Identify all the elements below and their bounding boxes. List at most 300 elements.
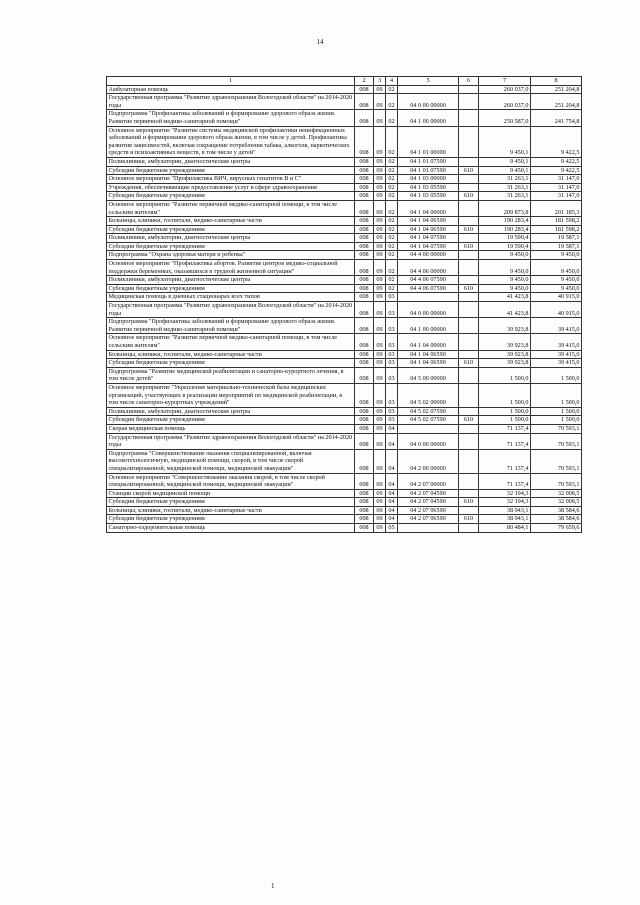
table-row: [107, 515, 582, 524]
target-article-code: 04 1 00 00000: [398, 318, 459, 334]
target-article-code: 04 2 07 00000: [398, 473, 459, 489]
section-code: 09: [374, 424, 386, 433]
expense-type-code: [459, 217, 479, 226]
amount-year-2: 38 584,6: [531, 506, 582, 515]
section-code: 09: [374, 251, 386, 260]
subsection-code: 03: [386, 318, 398, 334]
row-name: Подпрограмма "Развитие медицинской реабилитации и санаторно-курортного лечения, в том числе детей": [107, 367, 355, 383]
expense-type-code: [459, 234, 479, 243]
subsection-code: 02: [386, 200, 398, 216]
amount-year-2: 19 587,1: [531, 234, 582, 243]
section-code: 09: [374, 367, 386, 383]
table-row: [107, 166, 582, 175]
expense-type-code: [459, 524, 479, 533]
row-name: Больницы, клиники, госпитали, медико-санитарные части: [107, 217, 355, 226]
amount-year-2: 40 915,0: [531, 302, 582, 318]
expense-type-code: [459, 433, 479, 449]
ministry-code: 008: [355, 473, 374, 489]
ministry-code: 008: [355, 234, 374, 243]
target-article-code: [398, 85, 459, 94]
amount-year-2: 9 450,0: [531, 260, 582, 276]
section-code: 09: [374, 200, 386, 216]
ministry-code: 008: [355, 166, 374, 175]
amount-year-1: 41 423,8: [479, 293, 531, 302]
table-row: [107, 473, 582, 489]
amount-year-2: 251 204,8: [531, 85, 582, 94]
ministry-code: 008: [355, 242, 374, 251]
target-article-code: 04 5 00 00000: [398, 367, 459, 383]
amount-year-1: 1 500,0: [479, 367, 531, 383]
table-row: [107, 85, 582, 94]
table-row: [107, 234, 582, 243]
ministry-code: 008: [355, 407, 374, 416]
amount-year-1: 32 194,3: [479, 489, 531, 498]
amount-year-2: 32 008,5: [531, 489, 582, 498]
section-code: 09: [374, 126, 386, 157]
column-header: 4: [386, 77, 398, 86]
expense-type-code: [459, 126, 479, 157]
section-code: 09: [374, 260, 386, 276]
section-code: 09: [374, 85, 386, 94]
amount-year-1: 31 263,1: [479, 192, 531, 201]
subsection-code: 05: [386, 524, 398, 533]
row-name: Учреждения, обеспечивающие предоставление услуг в сфере здравоохранения: [107, 183, 355, 192]
table-row: [107, 94, 582, 110]
ministry-code: 008: [355, 175, 374, 184]
amount-year-1: 71 137,4: [479, 424, 531, 433]
target-article-code: 04 5 02 00000: [398, 383, 459, 407]
subsection-code: 02: [386, 175, 398, 184]
section-code: 09: [374, 416, 386, 425]
target-article-code: 04 1 03 00000: [398, 175, 459, 184]
expense-type-code: [459, 175, 479, 184]
amount-year-2: 1 500,0: [531, 383, 582, 407]
amount-year-1: 39 923,8: [479, 334, 531, 350]
table-row: [107, 217, 582, 226]
section-code: 09: [374, 498, 386, 507]
expense-type-code: [459, 85, 479, 94]
table-row: [107, 449, 582, 473]
section-code: 09: [374, 284, 386, 293]
amount-year-2: 1 500,0: [531, 407, 582, 416]
amount-year-2: 9 422,5: [531, 166, 582, 175]
expense-type-code: [459, 383, 479, 407]
table-row: [107, 302, 582, 318]
amount-year-1: 190 283,4: [479, 217, 531, 226]
column-header: 6: [459, 77, 479, 86]
section-code: 09: [374, 449, 386, 473]
target-article-code: 04 1 04 00000: [398, 334, 459, 350]
row-name: Субсидии бюджетным учреждениям: [107, 284, 355, 293]
expense-type-code: 610: [459, 498, 479, 507]
amount-year-2: 39 415,0: [531, 350, 582, 359]
table-row: [107, 251, 582, 260]
amount-year-1: 39 923,8: [479, 318, 531, 334]
row-name: Субсидии бюджетным учреждениям: [107, 498, 355, 507]
section-code: 09: [374, 359, 386, 368]
section-code: 09: [374, 302, 386, 318]
ministry-code: 008: [355, 318, 374, 334]
subsection-code: 02: [386, 192, 398, 201]
table-body: [107, 77, 582, 533]
section-code: 09: [374, 350, 386, 359]
section-code: 09: [374, 94, 386, 110]
amount-year-1: 38 943,1: [479, 515, 531, 524]
amount-year-1: 38 943,1: [479, 506, 531, 515]
page-number: 14: [316, 38, 324, 46]
amount-year-1: 209 873,8: [479, 200, 531, 216]
expense-type-code: [459, 449, 479, 473]
amount-year-1: 39 923,8: [479, 359, 531, 368]
subsection-code: 04: [386, 506, 398, 515]
expense-type-code: 610: [459, 192, 479, 201]
amount-year-2: 1 500,0: [531, 367, 582, 383]
subsection-code: 03: [386, 359, 398, 368]
table-row: [107, 225, 582, 234]
expense-type-code: 610: [459, 359, 479, 368]
target-article-code: 04 1 04 06590: [398, 350, 459, 359]
expense-type-code: 610: [459, 284, 479, 293]
expense-type-code: [459, 251, 479, 260]
table-row: [107, 416, 582, 425]
expense-type-code: [459, 424, 479, 433]
amount-year-2: 181 598,2: [531, 217, 582, 226]
section-code: 09: [374, 276, 386, 285]
expense-type-code: 610: [459, 225, 479, 234]
ministry-code: 008: [355, 284, 374, 293]
subsection-code: 02: [386, 225, 398, 234]
target-article-code: 04 1 04 07590: [398, 242, 459, 251]
amount-year-1: 41 423,8: [479, 302, 531, 318]
table-row: [107, 524, 582, 533]
table-row: [107, 359, 582, 368]
expense-type-code: [459, 293, 479, 302]
row-name: Санаторно-оздоровительная помощь: [107, 524, 355, 533]
table-row: [107, 276, 582, 285]
expense-type-code: [459, 260, 479, 276]
expense-type-code: 610: [459, 416, 479, 425]
section-code: 09: [374, 334, 386, 350]
subsection-code: 03: [386, 293, 398, 302]
ministry-code: 008: [355, 506, 374, 515]
table-row: [107, 498, 582, 507]
section-code: 09: [374, 407, 386, 416]
column-header: 3: [374, 77, 386, 86]
row-name: Подпрограмма "Профилактика заболеваний и формирование здорового образа жизни. Развитие первичной медико-санитарной помощи": [107, 318, 355, 334]
ministry-code: 008: [355, 489, 374, 498]
amount-year-1: 260 037,0: [479, 94, 531, 110]
target-article-code: 04 2 07 06590: [398, 506, 459, 515]
ministry-code: 008: [355, 183, 374, 192]
ministry-code: 008: [355, 498, 374, 507]
row-name: Основное мероприятие "Развитие системы медицинской профилактики неинфекционных заболеваний и формирования здорового образа жизни, в том числе у детей. Профилактика развития зависимостей, включая сокращение потребления табака, алкоголя, наркотических средств и психоактивных веществ, в том числе у детей": [107, 126, 355, 157]
row-name: Больницы, клиники, госпитали, медико-санитарные части: [107, 350, 355, 359]
table-row: [107, 200, 582, 216]
amount-year-1: 9 450,0: [479, 251, 531, 260]
subsection-code: 02: [386, 126, 398, 157]
ministry-code: 008: [355, 293, 374, 302]
amount-year-1: 1 500,0: [479, 383, 531, 407]
ministry-code: 008: [355, 276, 374, 285]
ministry-code: 008: [355, 449, 374, 473]
ministry-code: 008: [355, 85, 374, 94]
subsection-code: 02: [386, 260, 398, 276]
table-row: [107, 183, 582, 192]
amount-year-2: 70 593,1: [531, 424, 582, 433]
row-name: Больницы, клиники, госпитали, медико-санитарные части: [107, 506, 355, 515]
ministry-code: 008: [355, 94, 374, 110]
target-article-code: 04 1 04 07590: [398, 234, 459, 243]
column-header: 2: [355, 77, 374, 86]
target-article-code: 04 2 07 04590: [398, 498, 459, 507]
row-name: Субсидии бюджетным учреждениям: [107, 242, 355, 251]
target-article-code: 04 2 07 06590: [398, 515, 459, 524]
target-article-code: 04 0 00 00000: [398, 302, 459, 318]
table-row: [107, 334, 582, 350]
ministry-code: 008: [355, 433, 374, 449]
target-article-code: 04 0 00 00000: [398, 94, 459, 110]
subsection-code: 03: [386, 367, 398, 383]
ministry-code: 008: [355, 350, 374, 359]
expense-type-code: [459, 94, 479, 110]
table-row: [107, 110, 582, 126]
section-code: 09: [374, 110, 386, 126]
amount-year-2: 1 500,0: [531, 416, 582, 425]
target-article-code: 04 1 03 05590: [398, 183, 459, 192]
subsection-code: 03: [386, 302, 398, 318]
amount-year-1: 9 450,1: [479, 157, 531, 166]
expense-type-code: 610: [459, 242, 479, 251]
target-article-code: 04 1 04 06590: [398, 217, 459, 226]
section-code: 09: [374, 506, 386, 515]
row-name: Государственная программа "Развитие здравоохранения Вологодской области" на 2014-2020 годы: [107, 302, 355, 318]
row-name: Государственная программа "Развитие здравоохранения Вологодской области" на 2014-2020 годы: [107, 94, 355, 110]
ministry-code: 008: [355, 524, 374, 533]
amount-year-2: 79 659,6: [531, 524, 582, 533]
amount-year-1: 71 137,4: [479, 473, 531, 489]
table-row: [107, 284, 582, 293]
expense-type-code: [459, 110, 479, 126]
expense-type-code: [459, 407, 479, 416]
amount-year-2: 181 598,2: [531, 225, 582, 234]
row-name: Основное мероприятие "Развитие первичной медико-санитарной помощи, в том числе сельским жителям": [107, 200, 355, 216]
subsection-code: 02: [386, 157, 398, 166]
table-row: [107, 318, 582, 334]
amount-year-2: 39 415,0: [531, 318, 582, 334]
target-article-code: 04 1 04 06590: [398, 225, 459, 234]
target-article-code: 04 1 01 07590: [398, 157, 459, 166]
row-name: Основное мероприятие "Профилактика абортов. Развитие центров медико-социальной поддержки беременных, оказавшихся в трудной жизненной ситуации": [107, 260, 355, 276]
amount-year-1: 260 037,0: [479, 85, 531, 94]
amount-year-2: 9 422,5: [531, 157, 582, 166]
table-row: [107, 192, 582, 201]
ministry-code: 008: [355, 334, 374, 350]
target-article-code: [398, 524, 459, 533]
subsection-code: 02: [386, 110, 398, 126]
row-name: Субсидии бюджетным учреждениям: [107, 515, 355, 524]
subsection-code: 03: [386, 416, 398, 425]
amount-year-2: 251 204,8: [531, 94, 582, 110]
amount-year-2: 31 147,0: [531, 192, 582, 201]
expense-type-code: [459, 157, 479, 166]
amount-year-2: 9 450,0: [531, 284, 582, 293]
expense-type-code: [459, 200, 479, 216]
ministry-code: 008: [355, 302, 374, 318]
ministry-code: 008: [355, 217, 374, 226]
subsection-code: 04: [386, 515, 398, 524]
row-name: Основное мероприятие "Развитие первичной медико-санитарной помощи, в том числе сельским жителям": [107, 334, 355, 350]
target-article-code: 04 1 04 06590: [398, 359, 459, 368]
ministry-code: 008: [355, 157, 374, 166]
subsection-code: 02: [386, 166, 398, 175]
row-name: Подпрограмма "Профилактика заболеваний и формирование здорового образа жизни. Развитие первичной медико-санитарной помощи": [107, 110, 355, 126]
expense-type-code: [459, 318, 479, 334]
amount-year-2: 19 587,1: [531, 242, 582, 251]
ministry-code: 008: [355, 225, 374, 234]
row-name: Поликлиники, амбулатории, диагностические центры: [107, 234, 355, 243]
ministry-code: 008: [355, 200, 374, 216]
amount-year-2: 9 450,0: [531, 251, 582, 260]
target-article-code: [398, 424, 459, 433]
amount-year-1: 9 450,0: [479, 284, 531, 293]
subsection-code: 04: [386, 433, 398, 449]
expense-type-code: [459, 302, 479, 318]
section-code: 09: [374, 433, 386, 449]
row-name: Поликлиники, амбулатории, диагностические центры: [107, 157, 355, 166]
amount-year-1: 80 484,1: [479, 524, 531, 533]
ministry-code: 008: [355, 260, 374, 276]
row-name: Основное мероприятие "Профилактика ВИЧ, вирусных гепатитов В и С": [107, 175, 355, 184]
target-article-code: 04 1 01 00000: [398, 126, 459, 157]
amount-year-1: 9 450,1: [479, 166, 531, 175]
row-name: Поликлиники, амбулатории, диагностические центры: [107, 407, 355, 416]
subsection-code: 04: [386, 473, 398, 489]
section-code: 09: [374, 383, 386, 407]
subsection-code: 02: [386, 284, 398, 293]
amount-year-1: 9 450,0: [479, 276, 531, 285]
target-article-code: 04 4 06 07590: [398, 284, 459, 293]
amount-year-2: 39 415,0: [531, 359, 582, 368]
table-row: [107, 407, 582, 416]
section-code: 09: [374, 166, 386, 175]
table-row: [107, 260, 582, 276]
section-code: 09: [374, 489, 386, 498]
table-row: [107, 367, 582, 383]
amount-year-1: 32 194,3: [479, 498, 531, 507]
ministry-code: 008: [355, 383, 374, 407]
expense-type-code: [459, 489, 479, 498]
amount-year-2: 241 754,8: [531, 110, 582, 126]
expense-type-code: 610: [459, 515, 479, 524]
subsection-code: 02: [386, 94, 398, 110]
expense-type-code: [459, 350, 479, 359]
section-code: 09: [374, 524, 386, 533]
section-code: 09: [374, 175, 386, 184]
target-article-code: 04 2 07 04590: [398, 489, 459, 498]
section-code: 09: [374, 183, 386, 192]
amount-year-1: 19 590,4: [479, 234, 531, 243]
row-name: Субсидии бюджетным учреждениям: [107, 166, 355, 175]
section-code: 09: [374, 473, 386, 489]
amount-year-1: 250 587,0: [479, 110, 531, 126]
column-header: 5: [398, 77, 459, 86]
table-row: [107, 157, 582, 166]
amount-year-2: 70 593,1: [531, 433, 582, 449]
target-article-code: 04 4 00 00000: [398, 251, 459, 260]
target-article-code: 04 1 03 05590: [398, 192, 459, 201]
expense-type-code: [459, 334, 479, 350]
section-code: 09: [374, 217, 386, 226]
expense-type-code: [459, 276, 479, 285]
row-name: Подпрограмма "Охрана здоровья матери и ребенка": [107, 251, 355, 260]
table-row: [107, 242, 582, 251]
row-name: Поликлиники, амбулатории, диагностические центры: [107, 276, 355, 285]
table-row: [107, 126, 582, 157]
table-row: [107, 433, 582, 449]
row-name: Государственная программа "Развитие здравоохранения Вологодской области" на 2014-2020 годы: [107, 433, 355, 449]
table-row: [107, 489, 582, 498]
row-name: Субсидии бюджетным учреждениям: [107, 416, 355, 425]
amount-year-1: 9 450,1: [479, 126, 531, 157]
subsection-code: 04: [386, 498, 398, 507]
subsection-code: 04: [386, 489, 398, 498]
subsection-code: 02: [386, 276, 398, 285]
amount-year-1: 190 283,4: [479, 225, 531, 234]
amount-year-2: 9 422,5: [531, 126, 582, 157]
subsection-code: 02: [386, 85, 398, 94]
target-article-code: 04 1 04 00000: [398, 200, 459, 216]
target-article-code: [398, 293, 459, 302]
section-code: 09: [374, 318, 386, 334]
row-name: Станции скорой медицинской помощи: [107, 489, 355, 498]
amount-year-2: 31 147,0: [531, 183, 582, 192]
page-footer-mark: 1: [271, 882, 275, 890]
section-code: 09: [374, 293, 386, 302]
table-row: [107, 424, 582, 433]
table-row: [107, 350, 582, 359]
section-code: 09: [374, 225, 386, 234]
amount-year-1: 31 263,1: [479, 175, 531, 184]
row-name: Медицинская помощь в дневных стационарах всех типов: [107, 293, 355, 302]
table-row: [107, 293, 582, 302]
amount-year-1: 1 500,0: [479, 416, 531, 425]
amount-year-1: 19 590,4: [479, 242, 531, 251]
budget-table: [106, 76, 582, 533]
amount-year-2: 9 450,0: [531, 276, 582, 285]
section-code: 09: [374, 157, 386, 166]
ministry-code: 008: [355, 110, 374, 126]
amount-year-2: 201 185,3: [531, 200, 582, 216]
ministry-code: 008: [355, 424, 374, 433]
section-code: 09: [374, 192, 386, 201]
ministry-code: 008: [355, 367, 374, 383]
subsection-code: 02: [386, 217, 398, 226]
ministry-code: 008: [355, 126, 374, 157]
target-article-code: 04 5 02 07590: [398, 407, 459, 416]
ministry-code: 008: [355, 416, 374, 425]
expense-type-code: [459, 183, 479, 192]
amount-year-1: 39 923,8: [479, 350, 531, 359]
amount-year-1: 1 500,0: [479, 407, 531, 416]
amount-year-1: 9 450,0: [479, 260, 531, 276]
amount-year-1: 71 137,4: [479, 449, 531, 473]
subsection-code: 03: [386, 383, 398, 407]
subsection-code: 02: [386, 251, 398, 260]
column-header: 7: [479, 77, 531, 86]
subsection-code: 02: [386, 183, 398, 192]
amount-year-1: 71 137,4: [479, 433, 531, 449]
amount-year-2: 70 593,1: [531, 473, 582, 489]
